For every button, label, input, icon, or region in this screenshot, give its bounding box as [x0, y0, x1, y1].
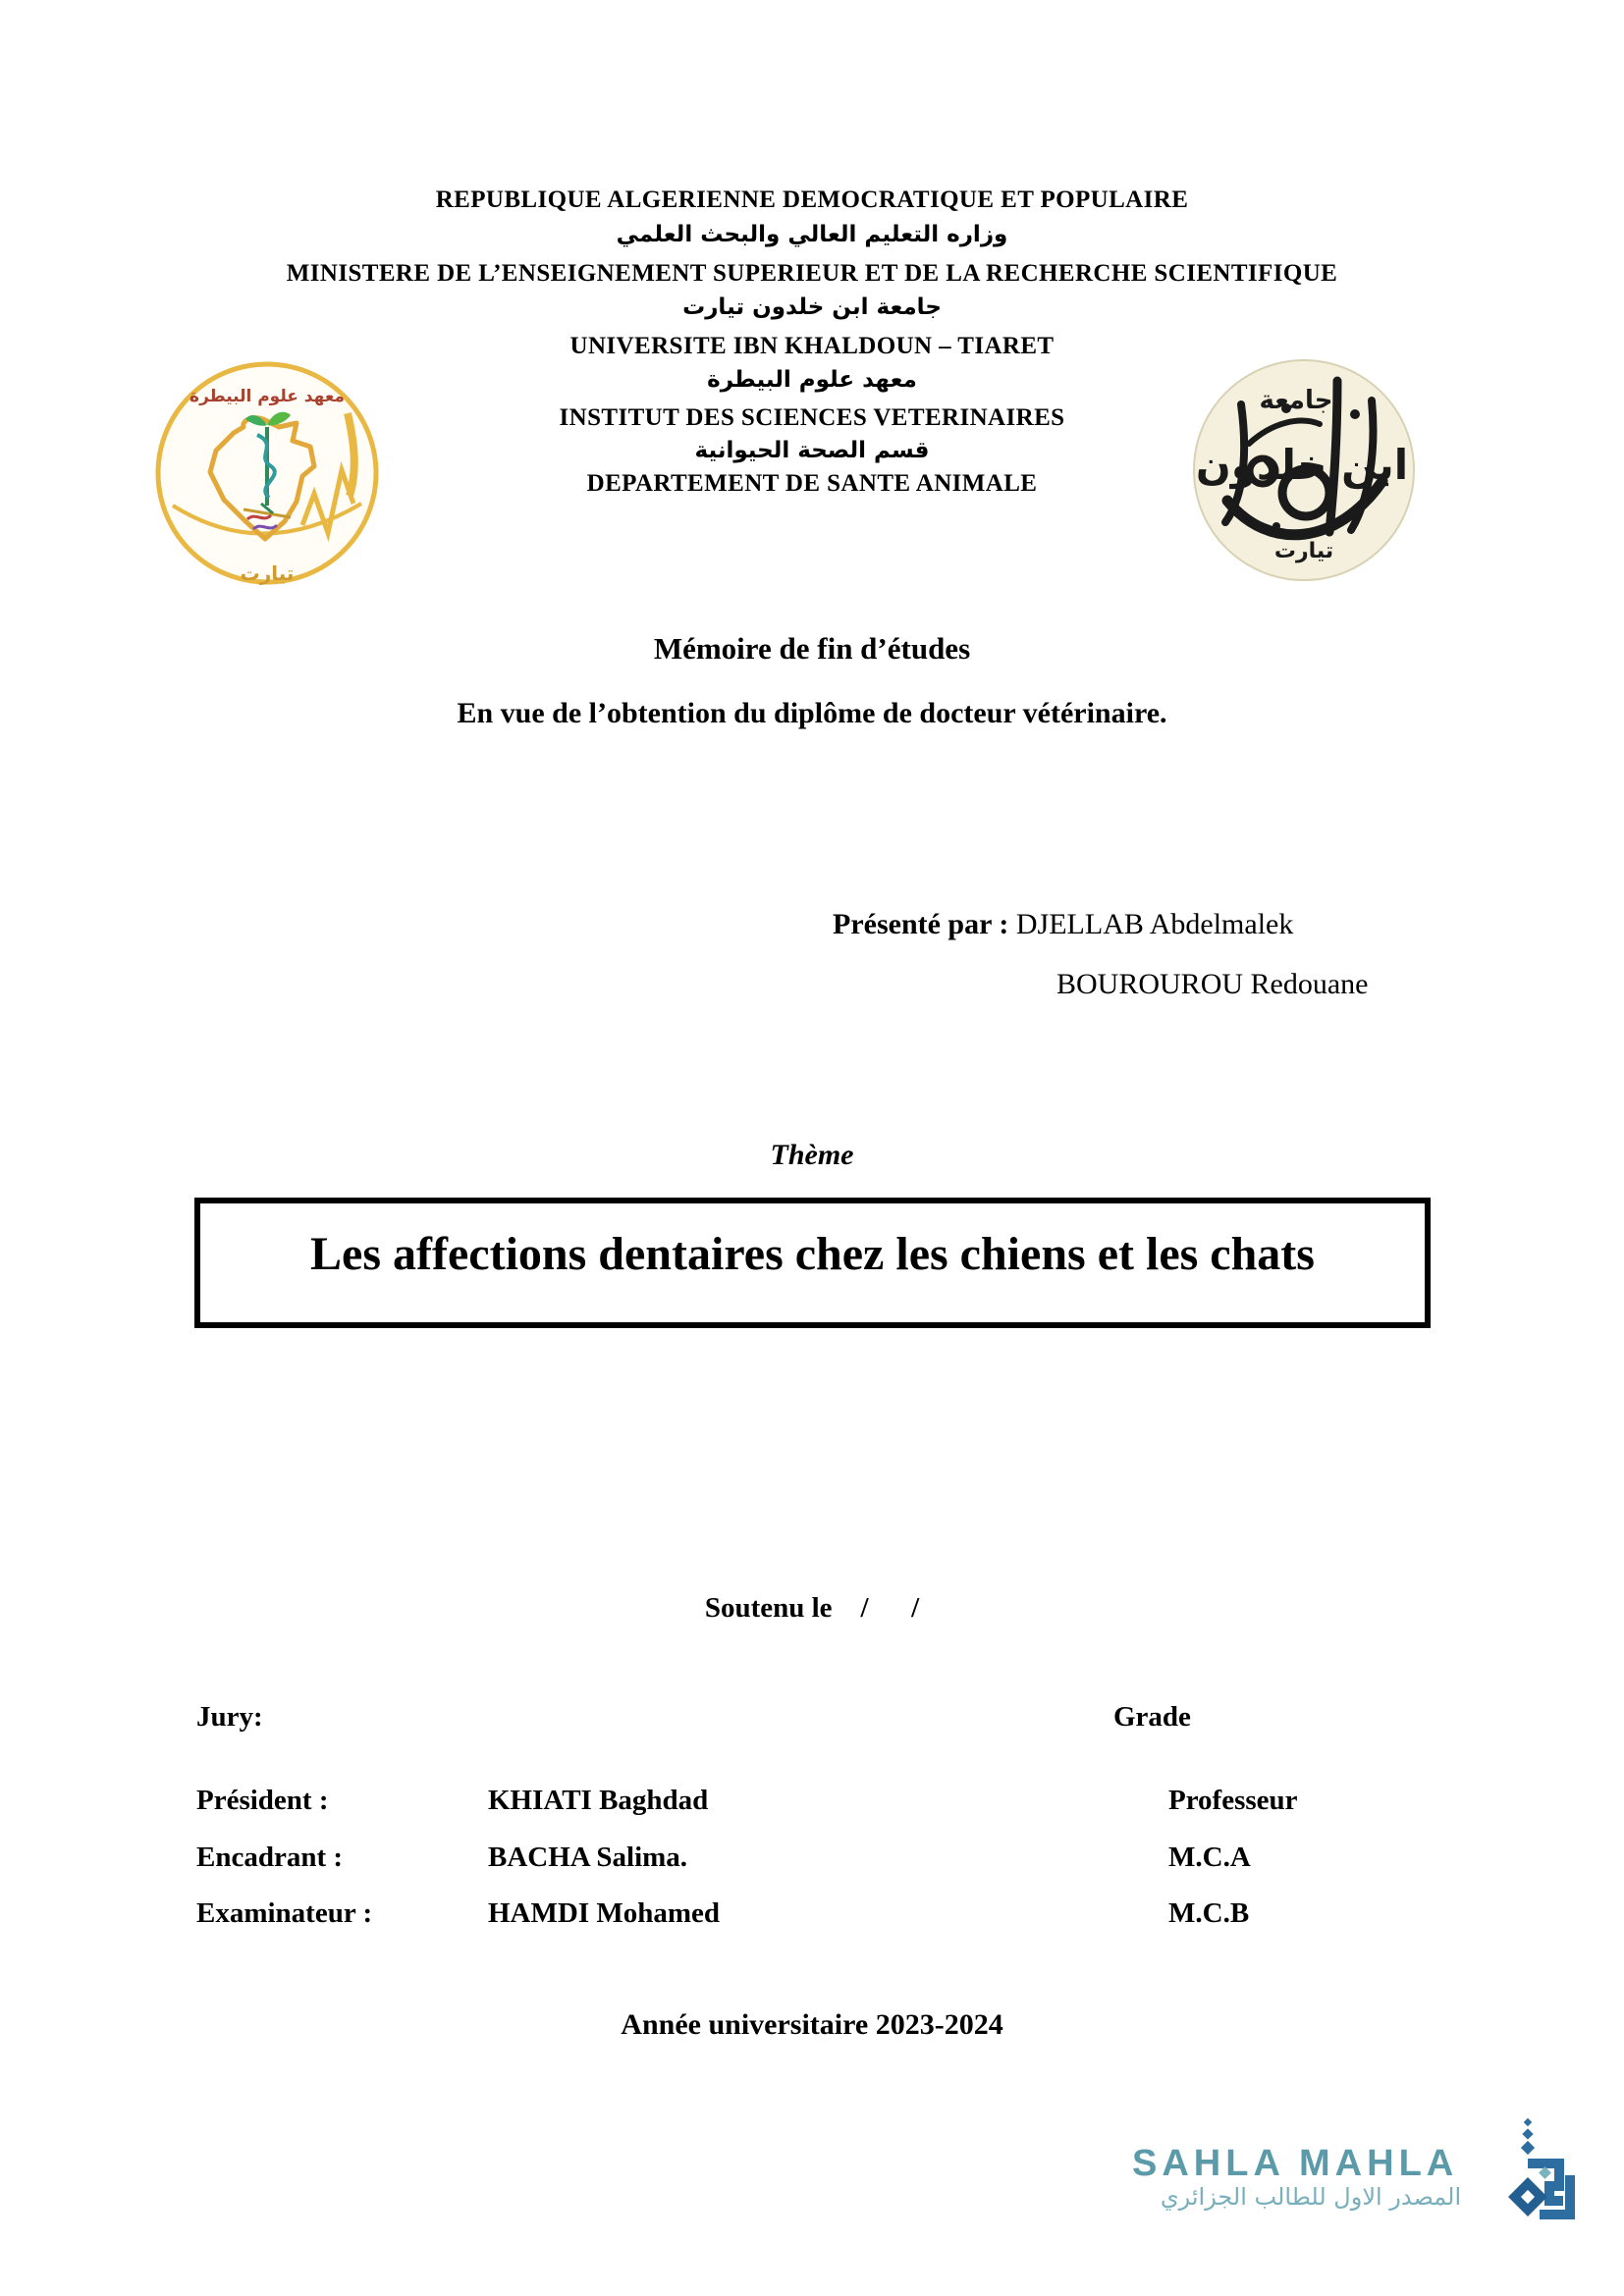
- sahla-mahla-brand-text: SAHLA MAHLA: [1132, 2143, 1459, 2184]
- header-ministry-ar: وزاره التعليم العالي والبحث العلمي: [616, 222, 1008, 247]
- header-institute-ar: معهد علوم البيطرة: [707, 367, 917, 393]
- thesis-title: Les affections dentaires chez les chiens et les chats: [310, 1228, 1315, 1280]
- ibn-khaldoun-university-seal-logo: [1190, 353, 1418, 587]
- jury-grade: Professeur: [1168, 1785, 1298, 1816]
- sahla-mahla-tagline-ar: المصدر الاول للطالب الجزائري: [1160, 2183, 1462, 2211]
- grade-label: Grade: [1113, 1701, 1191, 1733]
- jury-label: Jury:: [196, 1701, 263, 1733]
- seal-text-ibn-khaldoun: ابن خلدون: [1195, 441, 1409, 489]
- header-university-ar: جامعة ابن خلدون تيارت: [682, 294, 942, 320]
- sahla-mahla-kufic-icon: [1498, 2116, 1577, 2222]
- header-department-ar: قسم الصحة الحيوانية: [694, 438, 930, 463]
- jury-name: KHIATI Baghdad: [488, 1785, 709, 1816]
- header-universite: UNIVERSITE IBN KHALDOUN – TIARET: [569, 333, 1055, 359]
- jury-role: Président :: [196, 1785, 329, 1816]
- thesis-title-box: [194, 1198, 1431, 1328]
- seal-top-arabic-text: معهد علوم البيطرة: [189, 387, 345, 406]
- jury-row-president: [0, 1785, 1624, 1824]
- header-institut: INSTITUT DES SCIENCES VETERINAIRES: [559, 404, 1065, 431]
- memoire-subtitle-line: En vue de l’obtention du diplôme de docteur vétérinaire.: [457, 697, 1167, 729]
- author2-name: BOUROUROU Redouane: [1056, 968, 1369, 1000]
- jury-row-examinateur: [0, 1897, 1624, 1937]
- header-departement: DEPARTEMENT DE SANTE ANIMALE: [586, 470, 1038, 497]
- memoire-title-line: Mémoire de fin d’études: [653, 631, 971, 666]
- jury-row-encadrant: [0, 1842, 1624, 1881]
- header-republique: REPUBLIQUE ALGERIENNE DEMOCRATIQUE ET POPULAIRE: [435, 187, 1189, 213]
- institute-veterinary-seal-logo: [147, 356, 388, 590]
- defense-date-line: Soutenu le / /: [704, 1592, 920, 1624]
- header-ministere: MINISTERE DE L’ENSEIGNEMENT SUPERIEUR ET DE LA RECHERCHE SCIENTIFIQUE: [286, 260, 1338, 287]
- seal-text-tiaret: تيارت: [1273, 539, 1334, 563]
- jury-name: BACHA Salima.: [488, 1842, 688, 1873]
- seal-bottom-arabic-text: تيارت: [240, 561, 295, 585]
- theme-label: Thème: [770, 1139, 854, 1171]
- presented-by-line: [833, 908, 1293, 941]
- jury-grade: M.C.A: [1168, 1842, 1251, 1873]
- jury-role: Encadrant :: [196, 1842, 344, 1873]
- jury-grade: M.C.B: [1168, 1897, 1250, 1929]
- presented-by-label: Présenté par :: [833, 908, 1009, 940]
- jury-name: HAMDI Mohamed: [488, 1897, 721, 1929]
- author1-name: DJELLAB Abdelmalek: [1015, 908, 1294, 940]
- jury-role: Examinateur :: [196, 1897, 373, 1929]
- jury-header-row: [0, 1701, 1624, 1740]
- academic-year-line: Année universitaire 2023-2024: [621, 2008, 1003, 2041]
- seal-text-jamia: جامعة: [1259, 386, 1333, 415]
